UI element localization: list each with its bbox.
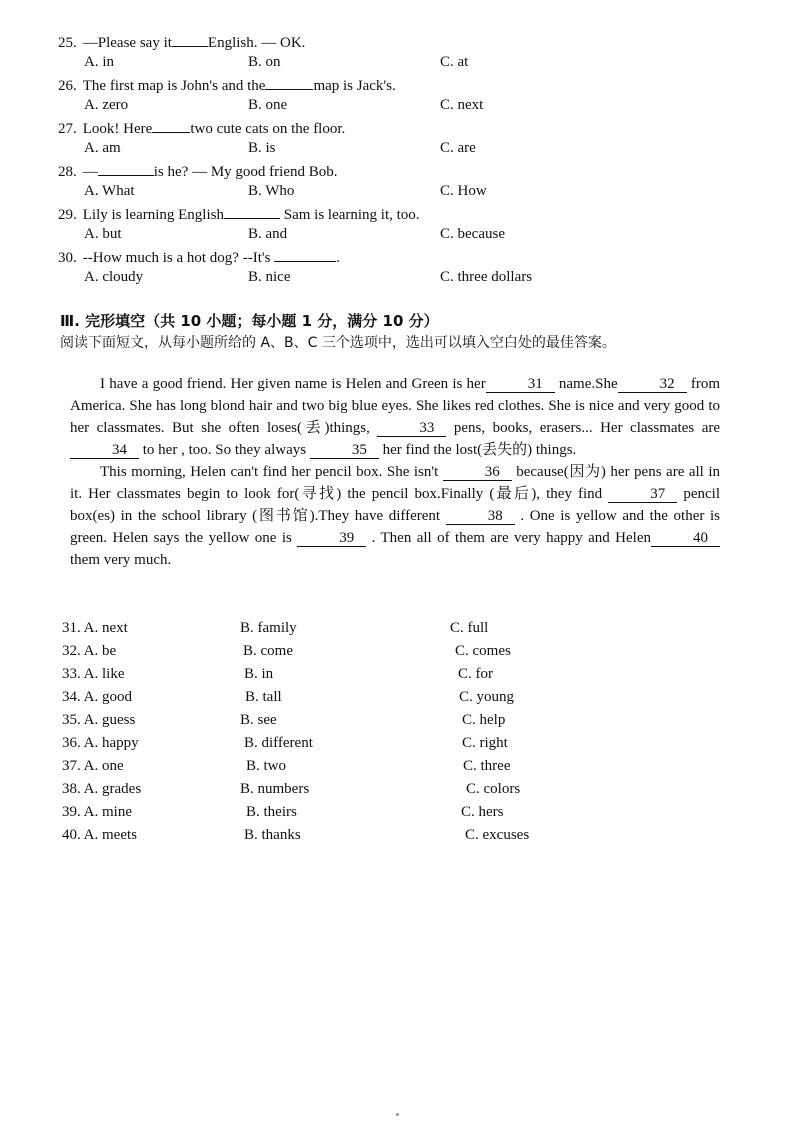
answer-blank [265, 75, 313, 90]
question-text: Sam is learning it, too. [279, 207, 420, 223]
blank-38: 38 [446, 508, 515, 525]
cloze-option-a: 39. A. mine [62, 804, 132, 820]
cloze-option-c: C. hers [461, 804, 504, 820]
cloze-option-a: 33. A. like [62, 666, 125, 682]
cloze-passage [70, 373, 720, 571]
option-a: A. cloudy [84, 269, 144, 285]
cloze-option-c: C. full [450, 620, 489, 636]
passage-text: This morning, Helen can't find her pencil box. She isn't [100, 464, 443, 480]
option-a: A. What [84, 183, 135, 199]
passage-text: . One is yellow and the other is green. Helen says the yellow one is [70, 508, 720, 546]
answer-blank [224, 204, 280, 219]
cloze-option-b: B. different [244, 735, 313, 751]
question-stem [58, 204, 420, 224]
answer-blank [98, 161, 154, 176]
question-number: 26. [58, 78, 77, 94]
blank-40: 40 [651, 530, 720, 547]
question-text: . [336, 250, 340, 266]
question-number: 29. [58, 207, 77, 223]
cloze-option-b: B. see [240, 712, 277, 728]
blank-37: 37 [608, 486, 677, 503]
question-text: The first map is John's and the [82, 78, 266, 94]
question-text: is he? — My good friend Bob. [153, 164, 338, 180]
blank-31: 31 [486, 376, 555, 393]
question-text: — [82, 164, 98, 180]
option-a: A. but [84, 226, 122, 242]
cloze-option-b: B. two [246, 758, 287, 774]
cloze-option-c: C. colors [466, 781, 521, 797]
blank-34: 34 [70, 442, 139, 459]
question-text: two cute cats on the floor. [190, 121, 346, 137]
question-text: English. — OK. [207, 35, 306, 51]
cloze-option-c: C. young [459, 689, 515, 705]
passage-text: pens, books, erasers... Her classmates are [446, 420, 720, 436]
question-stem [58, 32, 305, 52]
cloze-option-a: 37. A. one [62, 758, 124, 774]
blank-39: 39 [297, 530, 366, 547]
passage-text: them very much. [70, 552, 172, 568]
cloze-option-b: B. thanks [244, 827, 301, 843]
passage-text: . Then all of them are very happy and Helen [366, 530, 652, 546]
passage-text: name.She [554, 376, 618, 392]
option-c: C. are [440, 140, 476, 156]
question-number: 25. [58, 35, 77, 51]
option-b: B. Who [248, 183, 295, 199]
option-a: A. in [84, 54, 114, 70]
cloze-option-b: B. theirs [246, 804, 297, 820]
passage-text: her find the lost(丢失的) things. [378, 442, 577, 458]
cloze-option-b: B. in [244, 666, 274, 682]
cloze-option-b: B. come [243, 643, 293, 659]
option-b: B. nice [248, 269, 291, 285]
cloze-option-a: 38. A. grades [62, 781, 142, 797]
cloze-option-a: 32. A. be [62, 643, 117, 659]
option-a: A. zero [84, 97, 129, 113]
cloze-option-c: C. comes [455, 643, 511, 659]
cloze-option-c: C. right [462, 735, 508, 751]
question-number: 30. [58, 250, 77, 266]
question-number: 27. [58, 121, 77, 137]
blank-36: 36 [443, 464, 512, 481]
passage-text: pencil box(es) in the school library (图书馆).They have different [70, 486, 720, 524]
page-mark [396, 1113, 399, 1116]
cloze-option-b: B. tall [245, 689, 282, 705]
option-c: C. because [440, 226, 505, 242]
section-title: Ⅲ. 完形填空（共 10 小题；每小题 1 分，满分 10 分） [60, 312, 439, 330]
question-text: Look! Here [82, 121, 153, 137]
blank-32: 32 [618, 376, 687, 393]
passage-text: to her , too. So they always [139, 442, 310, 458]
cloze-option-a: 36. A. happy [62, 735, 139, 751]
option-c: C. at [440, 54, 469, 70]
cloze-option-c: C. three [463, 758, 511, 774]
question-text: --How much is a hot dog? --It's [82, 250, 275, 266]
cloze-option-a: 35. A. guess [62, 712, 136, 728]
cloze-option-a: 40. A. meets [62, 827, 137, 843]
blank-35: 35 [310, 442, 379, 459]
passage-text: because(因为) her pens are all in it. Her classmates begin to look for(寻找) the pencil box.Finally (最后), they find [70, 464, 720, 502]
passage-paragraph-1 [70, 373, 720, 461]
option-c: C. three dollars [440, 269, 533, 285]
option-c: C. How [440, 183, 487, 199]
question-text: Lily is learning English [82, 207, 224, 223]
option-b: B. one [248, 97, 288, 113]
question-stem [58, 75, 396, 95]
option-a: A. am [84, 140, 121, 156]
passage-paragraph-2 [70, 461, 720, 571]
answer-blank [172, 32, 208, 47]
option-b: B. is [248, 140, 276, 156]
option-b: B. and [248, 226, 288, 242]
cloze-option-c: C. excuses [465, 827, 530, 843]
cloze-option-c: C. help [462, 712, 506, 728]
section-instruction: 阅读下面短文，从每小题所给的 A、B、C 三个选项中，选出可以填入空白处的最佳答案。 [60, 335, 616, 351]
answer-blank [274, 247, 336, 262]
cloze-option-a: 31. A. next [62, 620, 128, 636]
question-text: —Please say it [82, 35, 172, 51]
answer-blank [152, 118, 190, 133]
question-stem [58, 161, 337, 181]
cloze-option-b: B. family [240, 620, 297, 636]
question-number: 28. [58, 164, 77, 180]
option-c: C. next [440, 97, 484, 113]
question-stem [58, 118, 345, 138]
passage-text: I have a good friend. Her given name is Helen and Green is her [100, 376, 486, 392]
cloze-option-c: C. for [458, 666, 493, 682]
cloze-option-b: B. numbers [240, 781, 310, 797]
option-b: B. on [248, 54, 281, 70]
cloze-option-a: 34. A. good [62, 689, 133, 705]
question-text: map is Jack's. [313, 78, 396, 94]
passage-text: from America. She has long blond hair and two big blue eyes. She likes red clothes. She is nice and very good to her classmates. But she often loses(丢)things, [70, 376, 720, 436]
blank-33: 33 [377, 420, 446, 437]
question-stem [58, 247, 340, 267]
